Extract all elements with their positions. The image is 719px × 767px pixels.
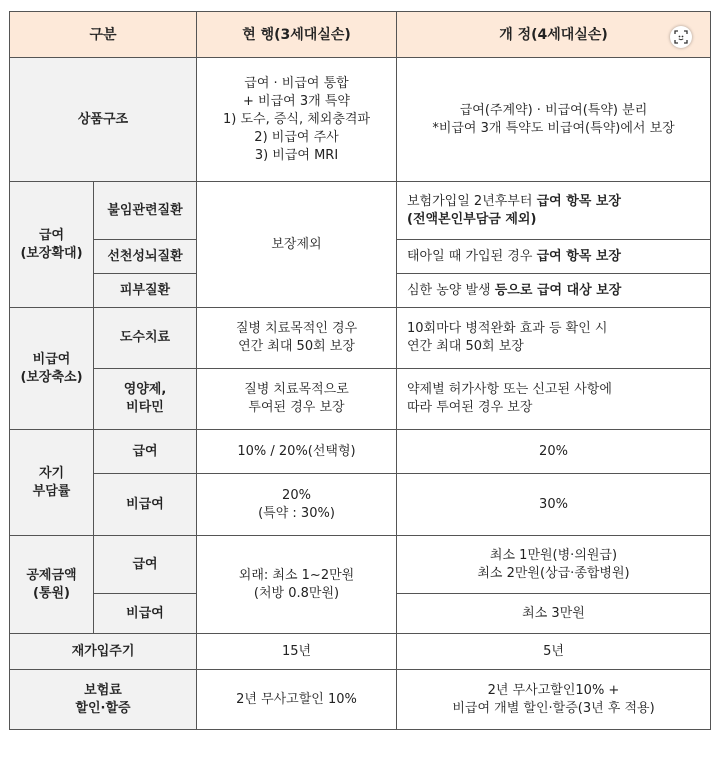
renewal-cycle-current: 15년 [197, 634, 397, 670]
skin-disease-revised [397, 274, 711, 308]
premium-discount-label: 보험료 할인·할증 [10, 670, 197, 730]
manual-therapy-label: 도수치료 [94, 308, 197, 369]
deductible-noncovered-label: 비급여 [94, 594, 197, 634]
renewal-cycle-label: 재가입주기 [10, 634, 197, 670]
infertility-revised [397, 182, 711, 240]
copay-covered-revised: 20% [397, 430, 711, 474]
deductible-covered-revised: 최소 1만원(병·의원급) 최소 2만원(상급·종합병원) [397, 536, 711, 594]
revised-line-2: *비급여 3개 특약도 비급여(특약)에서 보장 [432, 120, 675, 136]
nutrient-vitamin-label: 영양제, 비타민 [94, 369, 197, 430]
skin-disease-label: 피부질환 [94, 274, 197, 308]
text-part: 심한 농양 발생 [407, 282, 495, 298]
header-category: 구분 [10, 12, 197, 58]
copay-noncovered-label: 비급여 [94, 474, 197, 536]
text-emphasis: 등으로 급여 대상 보장 [494, 282, 622, 298]
product-structure-revised [397, 58, 711, 182]
deductible-noncovered-revised: 최소 3만원 [397, 594, 711, 634]
text-part: 보험가입일 2년후부터 [407, 193, 537, 209]
text-part: 태아일 때 가입된 경우 [407, 248, 537, 264]
copay-noncovered-revised: 30% [397, 474, 711, 536]
manual-therapy-revised: 10회마다 병적완화 효과 등 확인 시 연간 최대 50회 보장 [397, 308, 711, 369]
text-emphasis: 급여 항목 보장 [536, 248, 621, 264]
nutrient-vitamin-revised: 약제별 허가사항 또는 신고된 사항에 따라 투여된 경우 보장 [397, 369, 711, 430]
copay-noncovered-current: 20% (특약 : 30%) [197, 474, 397, 536]
deductible-covered-label: 급여 [94, 536, 197, 594]
header-current: 현 행(3세대실손) [197, 12, 397, 58]
covered-expansion-label: 급여 (보장확대) [10, 182, 94, 308]
comparison-table [9, 11, 711, 730]
scan-text-icon[interactable] [670, 26, 692, 48]
congenital-label: 선천성뇌질환 [94, 240, 197, 274]
renewal-cycle-revised: 5년 [397, 634, 711, 670]
header-row [10, 12, 711, 58]
congenital-revised [397, 240, 711, 274]
deductible-current: 외래: 최소 1~2만원 (처방 0.8만원) [197, 536, 397, 634]
text-emphasis: 급여 항목 보장 [536, 193, 621, 209]
infertility-label: 불임관련질환 [94, 182, 197, 240]
product-structure-current: 급여 · 비급여 통합 + 비급여 3개 특약 1) 도수, 증식, 체외충격파 2) 비급여 주사 3) 비급여 MRI [197, 58, 397, 182]
table-row [10, 474, 711, 536]
deductible-label: 공제금액 (통원) [10, 536, 94, 634]
table-row [10, 430, 711, 474]
premium-discount-current: 2년 무사고할인 10% [197, 670, 397, 730]
premium-discount-revised: 2년 무사고할인10% + 비급여 개별 할인·할증(3년 후 적용) [397, 670, 711, 730]
product-structure-label: 상품구조 [10, 58, 197, 182]
manual-therapy-current: 질병 치료목적인 경우 연간 최대 50회 보장 [197, 308, 397, 369]
table-row [10, 536, 711, 594]
table-row [10, 670, 711, 730]
revised-line-1: 급여(주계약) · 비급여(특약) 분리 [459, 102, 648, 118]
covered-current: 보장제외 [197, 182, 397, 308]
noncovered-reduction-label: 비급여 (보장축소) [10, 308, 94, 430]
text-part: (전액본인부담금 제외) [407, 211, 537, 227]
table-row [10, 308, 711, 369]
copay-rate-label: 자기 부담률 [10, 430, 94, 536]
table-row [10, 58, 711, 182]
table-row [10, 182, 711, 240]
table-row [10, 369, 711, 430]
header-revised: 개 정(4세대실손) [397, 12, 711, 58]
copay-covered-current: 10% / 20%(선택형) [197, 430, 397, 474]
table-row [10, 634, 711, 670]
nutrient-vitamin-current: 질병 치료목적으로 투여된 경우 보장 [197, 369, 397, 430]
copay-covered-label: 급여 [94, 430, 197, 474]
